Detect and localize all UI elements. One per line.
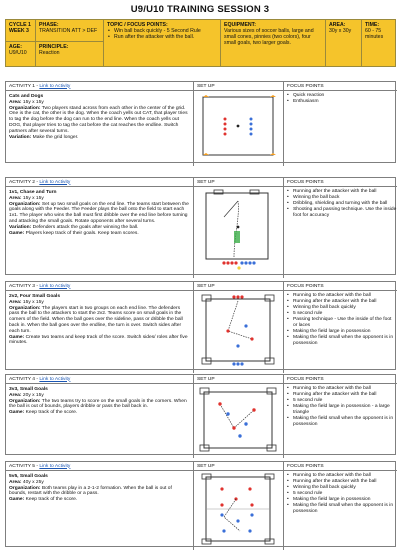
- game-text: Keep track of the score.: [24, 497, 78, 503]
- focus-point: • Making the field large in possession: [293, 329, 397, 335]
- focus-point: • Running to the attacker with the ball: [293, 473, 397, 479]
- setup-diagram: [194, 291, 283, 370]
- activity-number: ACTIVITY 3 -: [9, 283, 40, 289]
- area-label: Area:: [9, 479, 22, 485]
- setup-diagram: [194, 471, 283, 547]
- focus-point: • Running to the attacker with the ball: [293, 293, 397, 299]
- focus-header: FOCUS POINTS: [284, 178, 397, 187]
- topic-point: • Win ball back quickly - 5 Second Rule: [114, 28, 217, 34]
- org-label: Organization:: [9, 305, 41, 311]
- activity-number: ACTIVITY 2 -: [9, 179, 40, 185]
- activity-number: ACTIVITY 4 -: [9, 376, 40, 382]
- phase-value: TRANSITION ATT > DEF: [39, 28, 98, 35]
- activity-3: [5, 281, 396, 370]
- org-label: Organization:: [9, 398, 41, 404]
- focus-point: • Making the field small when the opponent is in possession: [293, 503, 397, 515]
- setup-header: SET UP: [194, 178, 283, 187]
- age-value: U9/U10: [9, 50, 27, 57]
- activity-link[interactable]: Link to Activity: [39, 376, 71, 382]
- topic-cell: [104, 20, 221, 66]
- week-label: WEEK 3: [9, 28, 29, 35]
- activity-link[interactable]: Link to Activity: [39, 463, 71, 469]
- focus-point: • Winning the ball back quickly: [293, 485, 397, 491]
- focus-header: FOCUS POINTS: [284, 282, 397, 291]
- activity-description: [6, 91, 193, 143]
- topic-point: • Run after the attacker with the ball.: [114, 34, 217, 40]
- focus-point: • Winning the ball back quickly: [293, 305, 397, 311]
- focus-point: • Running after the attacker with the ball: [293, 392, 397, 398]
- setup-header: SET UP: [194, 375, 283, 384]
- org-label: Organization:: [9, 485, 41, 491]
- game-label: Game:: [9, 410, 25, 416]
- focus-point: • Winning the ball back: [293, 195, 397, 201]
- org-text: Two players stand across from each other in the center of the grid. One is the cat, the other is the dog. When the coach yells out CAT, that player tries to tag the dog before the dog can run to the end line. When the coach yells out DOG, that player tries to tag the cat before the cat reaches the endline. Switch partners after several turns.: [9, 105, 188, 134]
- activity-name: 1v1, Chase and Turn: [9, 190, 57, 195]
- activity-heading: [6, 82, 193, 91]
- focus-point: • Making the field small when the opponent is in possession: [293, 335, 397, 347]
- activity-number: ACTIVITY 5 -: [9, 463, 40, 469]
- area-cell: [326, 20, 362, 66]
- focus-point: • Running after the attacker with the ball: [293, 299, 397, 305]
- focus-point: • Running after the attacker with the ball: [293, 189, 397, 195]
- area-label: Area:: [9, 392, 22, 398]
- variation-text: Defenders attack the goals after winning the ball.: [31, 224, 139, 230]
- area-label: Area:: [9, 195, 22, 201]
- focus-point: • Running after the attacker with the ball: [293, 479, 397, 485]
- cycle-label: CYCLE 1: [9, 22, 31, 28]
- activity-heading: [6, 282, 193, 291]
- org-text: The players start in two groups on each end line. The defenders pass the ball to the attackers to start the 2v2. Teams score on small goals in the corners of the field. When the ball goes over the sideline, pass or dribble the ball back in. When the ball goes over the endline, the turn is over. Switch sides after each turn.: [9, 305, 183, 334]
- activity-2: [5, 177, 396, 275]
- setup-diagram: [194, 384, 283, 455]
- focus-points-list: [284, 93, 397, 105]
- focus-point: • Enthusiasm: [293, 99, 397, 105]
- equipment-value: Various sizes of soccer balls, large and small cones, pinnies (two colors), four small goals, two larger goals.: [224, 28, 314, 47]
- focus-point: • Quick reaction: [293, 93, 397, 99]
- activity-heading: [6, 178, 193, 187]
- focus-point: • Making the field large in possession: [293, 497, 397, 503]
- area-value: 30y x 30y: [329, 28, 352, 35]
- focus-header: FOCUS POINTS: [284, 462, 397, 471]
- setup-header: SET UP: [194, 462, 283, 471]
- setup-diagram: [194, 91, 283, 163]
- time-value: 60 - 75 minutes: [365, 28, 384, 41]
- age-label: AGE:: [9, 44, 22, 51]
- phase-cell: [36, 20, 104, 66]
- focus-points-list: [284, 293, 397, 347]
- focus-point: • Passing technique - Use the inside of the foot or laces: [293, 317, 397, 329]
- focus-point: • 5 second rule: [293, 398, 397, 404]
- area-text: 15y x 15y: [21, 299, 44, 305]
- setup-header: SET UP: [194, 82, 283, 91]
- activity-name: 5v5, Small Goals: [9, 474, 48, 479]
- org-text: Set up two small goals on the end line. The teams start between the goals along with the Feeder. The Feeder plays the ball onto the field to start each 1v1. The player who wins the ball must first dribble over the end line before turning and attacking the small goals. Rotate opponents after several turns.: [9, 201, 189, 224]
- setup-diagram: [194, 187, 283, 275]
- focus-point: • Making the field small when the opponent is in possession: [293, 416, 397, 428]
- focus-point: • Making the field large in possession - a large triangle: [293, 404, 397, 416]
- activity-description: [6, 384, 193, 419]
- activity-link[interactable]: Link to Activity: [39, 83, 71, 89]
- area-label: Area:: [9, 99, 22, 105]
- setup-header: SET UP: [194, 282, 283, 291]
- activity-5: [5, 461, 396, 547]
- variation-label: Variation:: [9, 134, 32, 140]
- time-label: TIME:: [365, 22, 380, 28]
- area-text: 20y x 15y: [21, 392, 44, 398]
- org-label: Organization:: [9, 201, 41, 207]
- activity-name: 3v3, Small Goals: [9, 387, 48, 392]
- focus-points-list: [284, 473, 397, 515]
- phase-label: PHASE:: [39, 22, 59, 28]
- activity-name: Cats and Dogs: [9, 94, 44, 99]
- activity-description: [6, 291, 193, 349]
- focus-point: • Dribbling, shielding and turning with the ball: [293, 201, 397, 207]
- activity-link[interactable]: Link to Activity: [39, 179, 71, 185]
- focus-point: • 5 second rule: [293, 491, 397, 497]
- focus-point: • Shooting and passing technique. Use the inside foot for accuracy: [293, 207, 397, 219]
- org-label: Organization:: [9, 105, 41, 111]
- org-text: The two teams try to score on the small goals in the corners. When the ball is out of bounds, players dribble or pass the ball back in.: [9, 398, 187, 410]
- focus-header: FOCUS POINTS: [284, 375, 397, 384]
- equipment-cell: [221, 20, 326, 66]
- focus-points-list: [284, 189, 397, 219]
- area-label: Area:: [9, 299, 22, 305]
- principle-value: Reaction: [39, 50, 60, 57]
- equipment-label: EQUIPMENT:: [224, 22, 256, 28]
- activity-name: 2v2, Four Small Goals: [9, 294, 61, 299]
- focus-points-list: [284, 386, 397, 428]
- topic-label: TOPIC / FOCUS POINTS:: [107, 22, 168, 28]
- activity-description: [6, 471, 193, 506]
- area-text: 15y x 15y: [21, 195, 44, 201]
- activity-1: [5, 81, 396, 163]
- game-text: Keep track of the score.: [24, 410, 78, 416]
- game-text: Create two teams and keep track of the score. Switch sides/ roles after five minutes.: [9, 334, 188, 346]
- activity-heading: [6, 375, 193, 384]
- variation-label: Variation:: [9, 224, 32, 230]
- game-label: Game:: [9, 230, 25, 236]
- area-label: AREA:: [329, 22, 346, 28]
- activity-heading: [6, 462, 193, 471]
- focus-point: • 5 second rule: [293, 311, 397, 317]
- game-label: Game:: [9, 334, 25, 340]
- game-text: Players keep track of their goals. Keep team scores.: [24, 230, 139, 236]
- activity-link[interactable]: Link to Activity: [39, 283, 71, 289]
- session-header: [5, 19, 396, 67]
- time-cell: [362, 20, 397, 66]
- game-label: Game:: [9, 497, 25, 503]
- area-text: 15y x 15y: [21, 99, 44, 105]
- activity-description: [6, 187, 193, 239]
- activity-number: ACTIVITY 1 -: [9, 83, 40, 89]
- area-text: 40y x 25y: [21, 479, 44, 485]
- cycle-cell: [6, 20, 36, 66]
- focus-header: FOCUS POINTS: [284, 82, 397, 91]
- org-text: Both teams play in a 2-1-2 formation. When the ball is out of bounds, restart with the dribble or a pass.: [9, 485, 172, 497]
- variation-text: Make the grid longer.: [31, 134, 79, 140]
- activity-4: [5, 374, 396, 455]
- page-title: U9/U10 TRAINING SESSION 3: [130, 4, 270, 15]
- principle-label: PRINCIPLE:: [39, 44, 69, 51]
- focus-point: • Running to the attacker with the ball: [293, 386, 397, 392]
